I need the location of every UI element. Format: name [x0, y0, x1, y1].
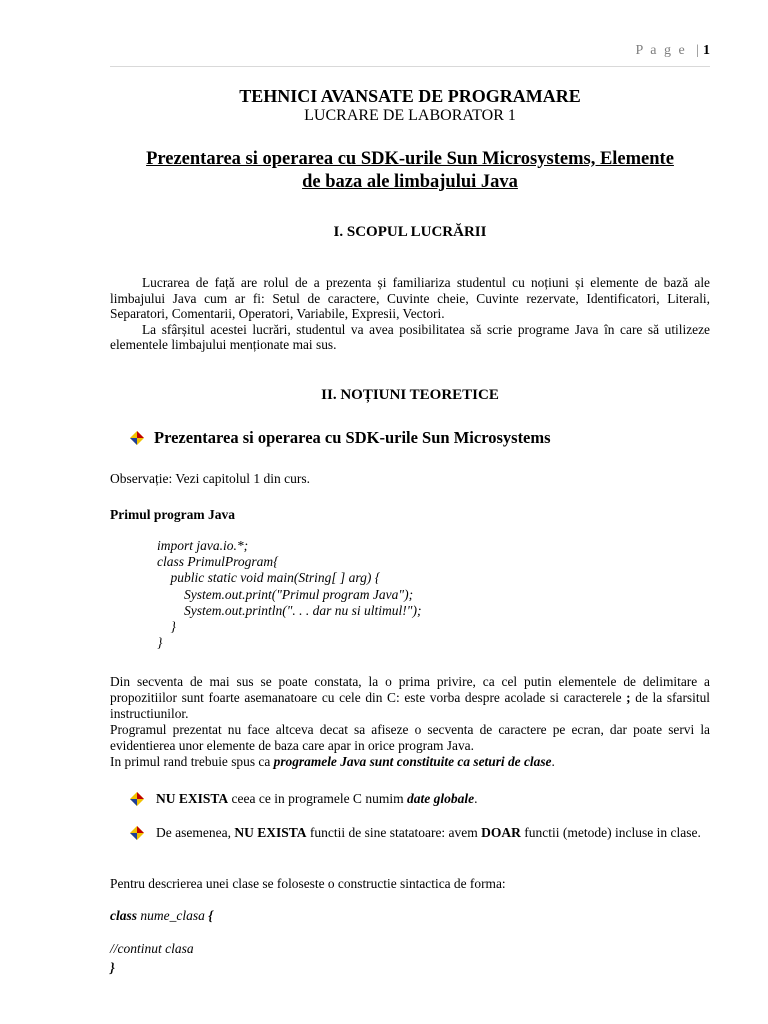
- para-c-end: .: [551, 754, 555, 769]
- class-keyword: class: [110, 908, 137, 923]
- class-open-brace: {: [208, 908, 213, 923]
- first-program-label: Primul program Java: [110, 507, 235, 522]
- section-heading-theory: II. NOȚIUNI TEORETICE: [321, 387, 499, 403]
- page-header: [635, 43, 710, 59]
- lab-title: LUCRARE DE LABORATOR 1: [304, 107, 516, 124]
- scope-paragraph: [110, 275, 710, 353]
- page-separator: |: [696, 43, 699, 58]
- bullet1-emphasis: date globale: [406, 791, 475, 806]
- explanation-line-b: Programul prezentat nu face altceva decat sa afiseze o secventa de caractere pe ecran, dar poate servi la evidentierea unor elemente de baza care apar in orice program Java.: [110, 722, 710, 753]
- class-comment: //continut clasa: [110, 941, 194, 956]
- header-divider: [110, 66, 710, 67]
- topic-title: [110, 148, 710, 194]
- bullet2-mid: functii de sine statatoare: avem: [306, 825, 482, 840]
- class-declaration: [110, 908, 213, 924]
- explanation-line-a: [110, 674, 710, 722]
- course-title: TEHNICI AVANSATE DE PROGRAMARE: [239, 86, 581, 106]
- code-line: import java.io.*;: [157, 538, 249, 553]
- bullet1-text: ceea ce in programele C numim: [228, 791, 407, 806]
- page-word: P a g e: [635, 43, 687, 58]
- explanation-paragraph: [110, 674, 710, 770]
- bullet-heading: [130, 428, 551, 448]
- list-item-text: [156, 791, 477, 807]
- semicolon-bold: ;: [626, 690, 631, 705]
- bullet2-pre: De asemenea,: [156, 825, 235, 840]
- list-item: [130, 825, 710, 841]
- scope-paragraph-1: Lucrarea de față are rolul de a prezenta și familiariza studentul cu noțiuni și elemente de bază ale limbajului Java cum ar fi: Setul de caractere, Cuvinte cheie, Cuvinte rezervate, Identificatori, Literali, Separatori, Comentarii, Operatori, Variabile, Expresii, Vectori.: [110, 275, 710, 321]
- page-number: 1: [703, 43, 710, 58]
- diamond-bullet-icon: [130, 826, 144, 840]
- bullet2-bold2: DOAR: [481, 825, 521, 840]
- class-syntax-intro: Pentru descrierea unei clase se foloseste o constructie sintactica de forma:: [110, 876, 506, 891]
- bullet1-bold: NU EXISTA: [156, 791, 229, 806]
- diamond-bullet-icon: [130, 792, 144, 806]
- class-name: nume_clasa: [137, 908, 209, 923]
- topic-title-line2: de baza ale limbajului Java: [302, 172, 518, 192]
- section-heading-scope: I. SCOPUL LUCRĂRII: [333, 224, 487, 240]
- bullet2-end: functii (metode) incluse in clase.: [520, 825, 701, 840]
- code-line: public static void main(String[ ] arg) {: [157, 570, 381, 586]
- code-line: }: [157, 635, 163, 651]
- observation-text: Observație: Vezi capitolul 1 din curs.: [110, 471, 310, 486]
- code-line: class PrimulProgram{: [157, 554, 279, 570]
- para-a-end: de la sfarsitul instructiunilor.: [110, 690, 710, 721]
- code-line: System.out.print("Primul program Java");: [157, 586, 414, 602]
- bullet1-end: .: [474, 791, 478, 806]
- para-a-text: Din secventa de mai sus se poate constata, la o prima privire, ca cel putin elementele de delimitare a propozitiilor sunt foarte asemanatoare cu cele din C: este vorba despre acolade si caracterele: [110, 674, 710, 705]
- explanation-line-c: [110, 754, 710, 770]
- bullet2-bold1: NU EXISTA: [234, 825, 307, 840]
- list-item: [130, 791, 477, 807]
- class-close-brace: }: [110, 960, 115, 975]
- list-item-text: [156, 825, 710, 841]
- code-line: System.out.println(". . . dar nu si ultimul!");: [157, 602, 422, 618]
- bullet-heading-text: Prezentarea si operarea cu SDK-urile Sun Microsystems: [154, 428, 551, 447]
- diamond-bullet-icon: [130, 431, 144, 445]
- para-c-text: In primul rand trebuie spus ca: [110, 754, 274, 769]
- scope-paragraph-2: La sfârșitul acestei lucrări, studentul va avea posibilitatea să scrie programe Java în care să utilizeze elementele limbajului menționate mai sus.: [110, 321, 710, 352]
- code-block: [157, 538, 421, 651]
- code-line: }: [157, 619, 176, 635]
- topic-title-line1: Prezentarea si operarea cu SDK-urile Sun Microsystems, Elemente: [146, 149, 674, 169]
- para-c-emphasis: programele Java sunt constituite ca seturi de clase: [273, 754, 552, 769]
